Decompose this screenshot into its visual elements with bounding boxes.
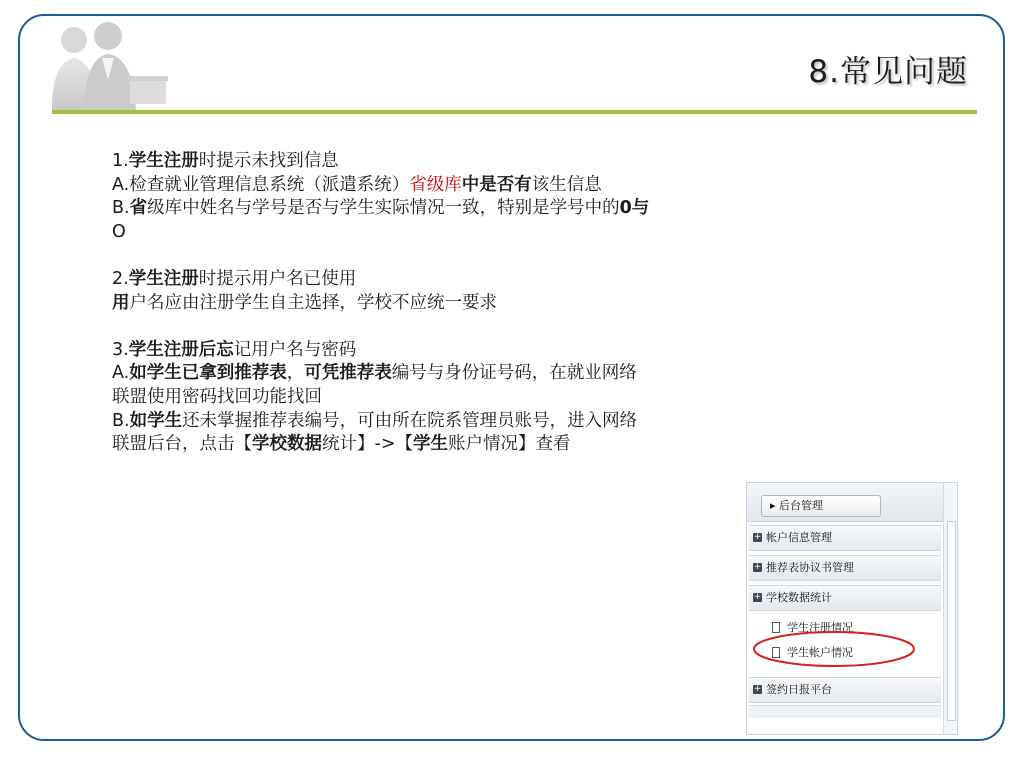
faq3-answer-a-cont (112, 386, 812, 410)
text-run: ， (286, 363, 305, 384)
menu-label: 帐户信息管理 (766, 531, 832, 544)
faq-content (112, 150, 812, 457)
text-run: 1. (112, 151, 129, 171)
expand-icon: + (753, 562, 762, 572)
text-run: 3. (112, 339, 129, 360)
menu-recommendation-forms[interactable] (749, 555, 941, 581)
faq3-answer-a (112, 362, 812, 386)
submenu-student-accounts[interactable] (771, 644, 853, 662)
document-icon (772, 622, 780, 633)
panel-footer (749, 705, 941, 718)
text-run: 学生 (412, 434, 448, 455)
text-run: 时提示未找到信息 (198, 151, 339, 171)
faq1-answer-b (112, 197, 812, 221)
text-run: 可凭推荐表 (304, 363, 392, 384)
text-run: 该生信息 (531, 174, 602, 195)
menu-label: 学校数据统计 (766, 591, 832, 604)
text-run: 2. (112, 268, 129, 289)
faq1-question (112, 150, 812, 174)
text-run: A.检查就业管理信息系统（派遣系统） (112, 174, 410, 195)
text-run: 统计】->【 (322, 434, 413, 455)
faq3-answer-b (112, 410, 812, 434)
business-people-logo (44, 18, 174, 110)
text-run: 记用户名与密码 (233, 339, 357, 360)
admin-menu-screenshot (746, 482, 958, 735)
faq2-answer (112, 292, 812, 316)
menu-label: 推荐表协议书管理 (766, 561, 854, 574)
text-run: 学校数据 (252, 434, 322, 455)
submenu-label: 学生注册情况 (787, 621, 853, 634)
text-run: 户名应由注册学生自主选择，学校不应统一要求 (129, 292, 497, 313)
faq3-question (112, 339, 812, 363)
text-run: 学生注册后忘 (128, 339, 234, 360)
menu-label: 签约日报平台 (766, 683, 832, 696)
expand-icon: + (753, 532, 762, 542)
text-run: 学生注册 (128, 151, 199, 171)
slide-title: 8.常见问题 (808, 54, 968, 90)
submenu-label: 学生帐户情况 (787, 646, 853, 659)
text-run: 学生注册 (128, 268, 199, 289)
text-run: B. (112, 198, 130, 219)
text-run: 0与 (619, 198, 650, 219)
title-divider (52, 110, 977, 114)
text-run: 联盟使用密码找回功能找回 (112, 386, 322, 407)
text-run: O (112, 221, 126, 242)
faq3-answer-b-cont (112, 433, 812, 457)
panel-scrollbar[interactable] (943, 483, 958, 735)
text-run: 省级库 (409, 174, 462, 195)
text-run: 联盟后台，点击【 (112, 434, 252, 455)
text-run: B. (112, 410, 130, 431)
text-run: 如学生 (129, 410, 183, 431)
text-run: 中是否有 (461, 174, 532, 195)
submenu-student-registration[interactable] (771, 619, 853, 637)
text-run: A. (112, 363, 130, 384)
faq1-answer-a (112, 174, 812, 198)
text-run: 还未掌握推荐表编号，可由所在院系管理员账号，进入网络 (182, 410, 638, 431)
text-run: 级库中姓名与学号是否与学生实际情况一致，特别是学号中的 (147, 198, 620, 219)
text-run: 时提示用户名已使用 (198, 268, 357, 289)
faq1-answer-b-cont (112, 221, 812, 245)
faq2-question (112, 268, 812, 292)
menu-account-info[interactable] (749, 525, 941, 551)
admin-backend-button[interactable]: ▸ 后台管理 (761, 495, 881, 517)
text-run: 用 (112, 292, 130, 313)
text-run: 省 (129, 198, 148, 219)
expand-icon: + (753, 592, 762, 602)
text-run: 如学生已拿到推荐表 (129, 363, 287, 384)
document-icon (772, 647, 780, 658)
panel-topbar (747, 483, 943, 522)
menu-school-statistics[interactable] (749, 585, 941, 611)
text-run: 编号与身份证号码，在就业网络 (391, 363, 637, 384)
expand-icon: + (753, 684, 762, 694)
text-run: 账户情况】查看 (447, 434, 571, 455)
menu-daily-signing-platform[interactable] (749, 677, 941, 703)
